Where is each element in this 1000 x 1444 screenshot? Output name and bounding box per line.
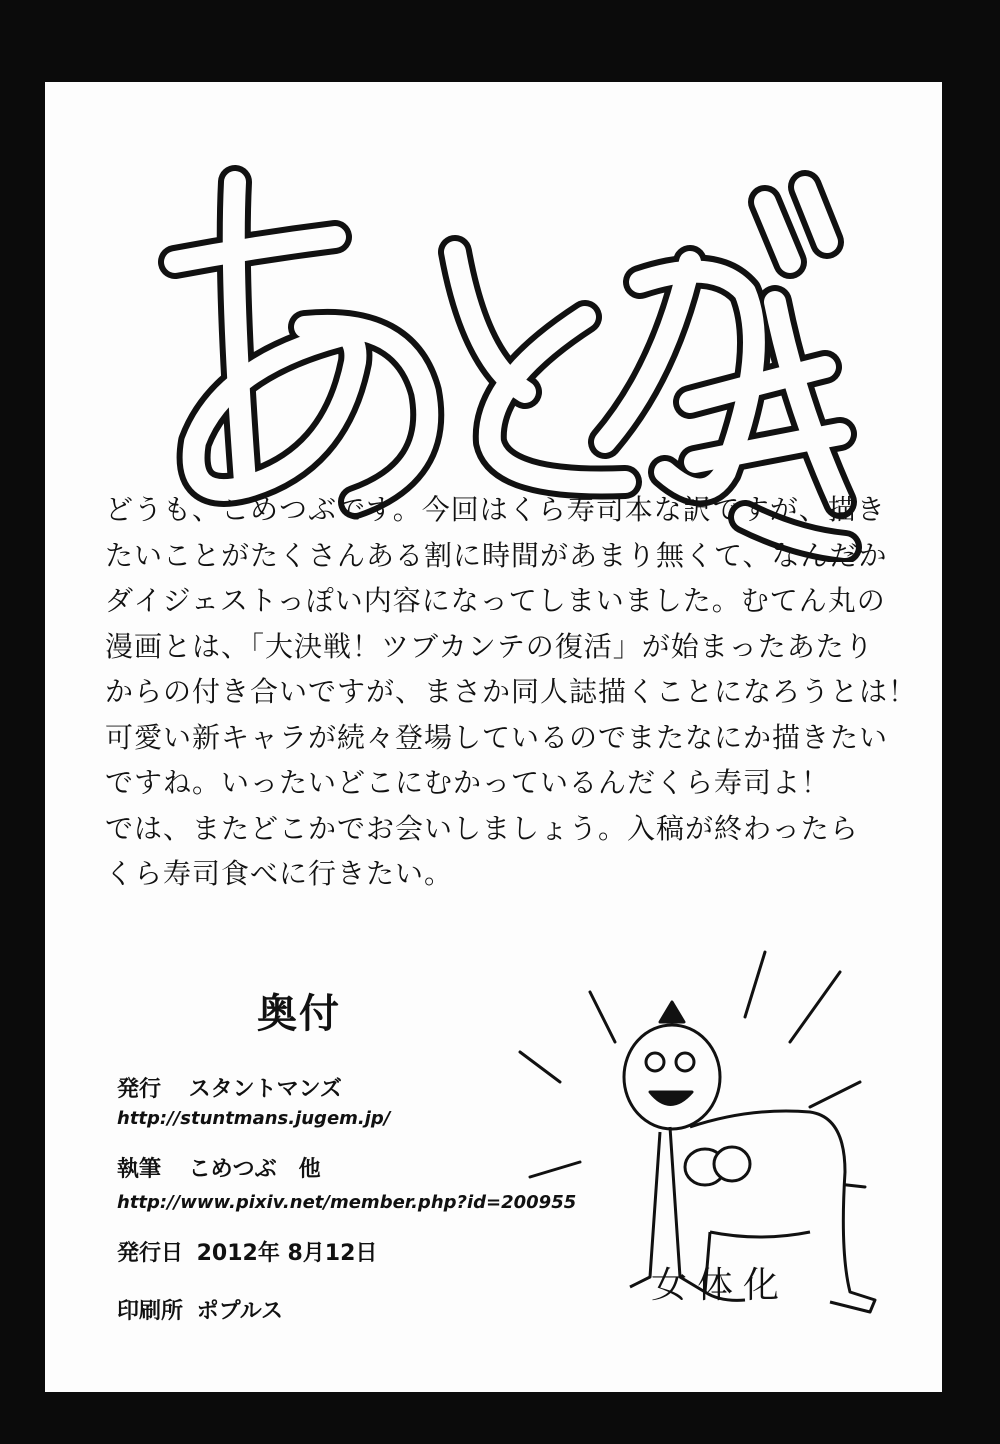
colophon-date-row [117,1236,377,1267]
illustration-caption: 女体化 [651,1265,790,1306]
afterword-line: からの付き合いですが、まさか同人誌描くことになろうとは！ [105,675,918,708]
colophon-publisher-row [117,1072,342,1103]
author-name: こめつぶ 他 [188,1157,321,1182]
colophon-title: 奥付 [257,991,341,1037]
afterword-page [45,82,942,1392]
afterword-line: ダイジェストっぽい内容になってしまいました。むてん丸の [105,584,886,617]
colophon-printer-row [117,1294,283,1325]
afterword-line: では、またどこかでお会いしましょう。入稿が終わったら [105,811,859,845]
afterword-line: くら寿司食べに行きたい。 [105,857,454,890]
afterword-line: たいことがたくさんある割に時間があまり無くて、なんだか [105,538,888,572]
afterword-line: 可愛い新キャラが続々登場しているのでまたなにか描きたい [105,720,889,754]
author-label: 執筆 [117,1157,162,1182]
printer-name: ポプルス [196,1299,284,1324]
colophon-publisher-url-row [117,1108,390,1129]
afterword-line: ですね。いったいどこにむかっているんだくら寿司よ！ [105,766,831,799]
afterword-line: 漫画とは、「大決戦！ツブカンテの復活」が始まったあたり [105,629,874,663]
publisher-label: 発行 [117,1077,162,1102]
author-url: http://www.pixiv.net/member.php?id=200955 [117,1192,577,1213]
afterword-body [105,487,918,897]
colophon-author-url-row [117,1192,576,1213]
date-label: 発行日 [117,1241,184,1266]
afterword-line: どうも、こめつぶです。今回はくら寿司本な訳ですが、描き [105,493,886,526]
printer-label: 印刷所 [117,1299,184,1324]
colophon-author-row [117,1152,321,1183]
publisher-url: http://stuntmans.jugem.jp/ [117,1108,391,1129]
publisher-name: スタントマンズ [188,1077,342,1102]
publish-date: 2012年 8月12日 [196,1241,378,1266]
